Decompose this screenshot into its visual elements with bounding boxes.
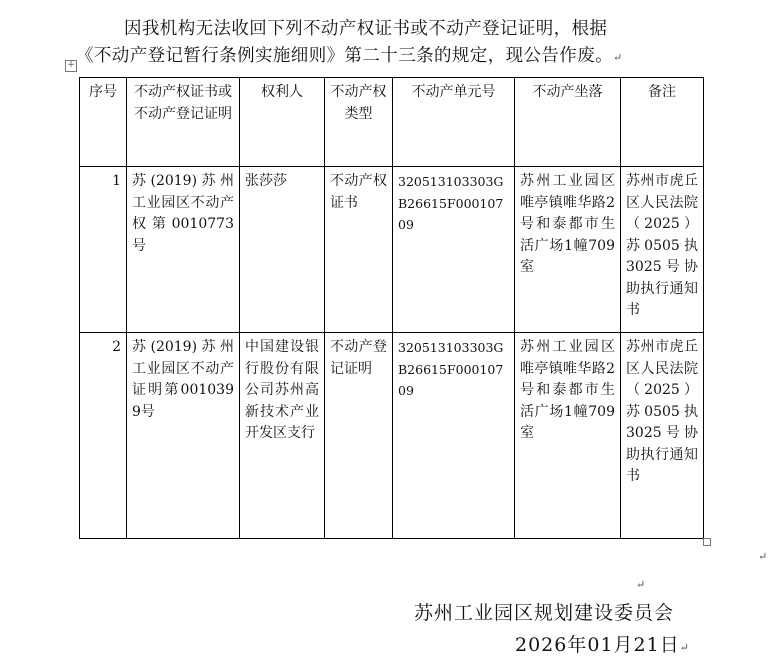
table-resize-handle-icon[interactable] [703, 538, 711, 546]
issue-date [515, 630, 690, 657]
header-type: 不动产权类型 [325, 78, 393, 167]
cell-type: 不动产登记证明 [325, 333, 393, 539]
notice-line-1: 因我机构无法收回下列不动产权证书或不动产登记证明，根据 [124, 19, 608, 39]
paragraph-mark-icon: ↵ [758, 550, 768, 563]
header-location: 不动产坐落 [515, 78, 621, 167]
header-unit: 不动产单元号 [393, 78, 515, 167]
certificate-table [79, 77, 704, 539]
header-index: 序号 [80, 78, 127, 167]
paragraph-mark-icon: ↵ [636, 578, 646, 591]
cell-location: 苏州工业园区唯亭镇唯华路2号和泰都市生活广场1幢709室 [515, 333, 621, 539]
cell-cert: 苏(2019)苏州工业园区不动产证明第0010399号 [127, 333, 240, 539]
header-cert: 不动产权证书或不动产登记证明 [127, 78, 240, 167]
cell-unit: 320513103303GB26615F00010709 [393, 333, 515, 539]
paragraph-mark-icon: ↵ [613, 51, 623, 64]
header-note: 备注 [621, 78, 704, 167]
table-move-handle-icon[interactable]: + [65, 60, 77, 72]
cell-location: 苏州工业园区唯亭镇唯华路2号和泰都市生活广场1幢709室 [515, 167, 621, 333]
notice-line-2-text: 《不动产登记暂行条例实施细则》第二十三条的规定，现公告作废。 [76, 46, 613, 66]
cell-note: 苏州市虎丘区人民法院（2025）苏0505执3025号协助执行通知书 [621, 333, 704, 539]
cell-holder: 张莎莎 [240, 167, 325, 333]
table-header-row [80, 78, 704, 167]
cell-index: 2 [80, 333, 127, 539]
cell-cert: 苏(2019)苏州工业园区不动产权第0010773号 [127, 167, 240, 333]
notice-text [76, 16, 716, 71]
cell-index: 1 [80, 167, 127, 333]
cell-note: 苏州市虎丘区人民法院（2025）苏0505执3025号协助执行通知书 [621, 167, 704, 333]
issuer-signature: 苏州工业园区规划建设委员会 [414, 602, 675, 624]
table-row [80, 167, 704, 333]
paragraph-mark-icon: ↵ [679, 641, 690, 654]
cell-holder: 中国建设银行股份有限公司苏州高新技术产业开发区支行 [240, 333, 325, 539]
cell-unit: 320513103303GB26615F00010709 [393, 167, 515, 333]
table-row [80, 333, 704, 539]
cell-type: 不动产权证书 [325, 167, 393, 333]
notice-line-2 [76, 43, 716, 71]
header-holder: 权利人 [240, 78, 325, 167]
issue-date-text: 2026年01月21日 [515, 634, 680, 656]
